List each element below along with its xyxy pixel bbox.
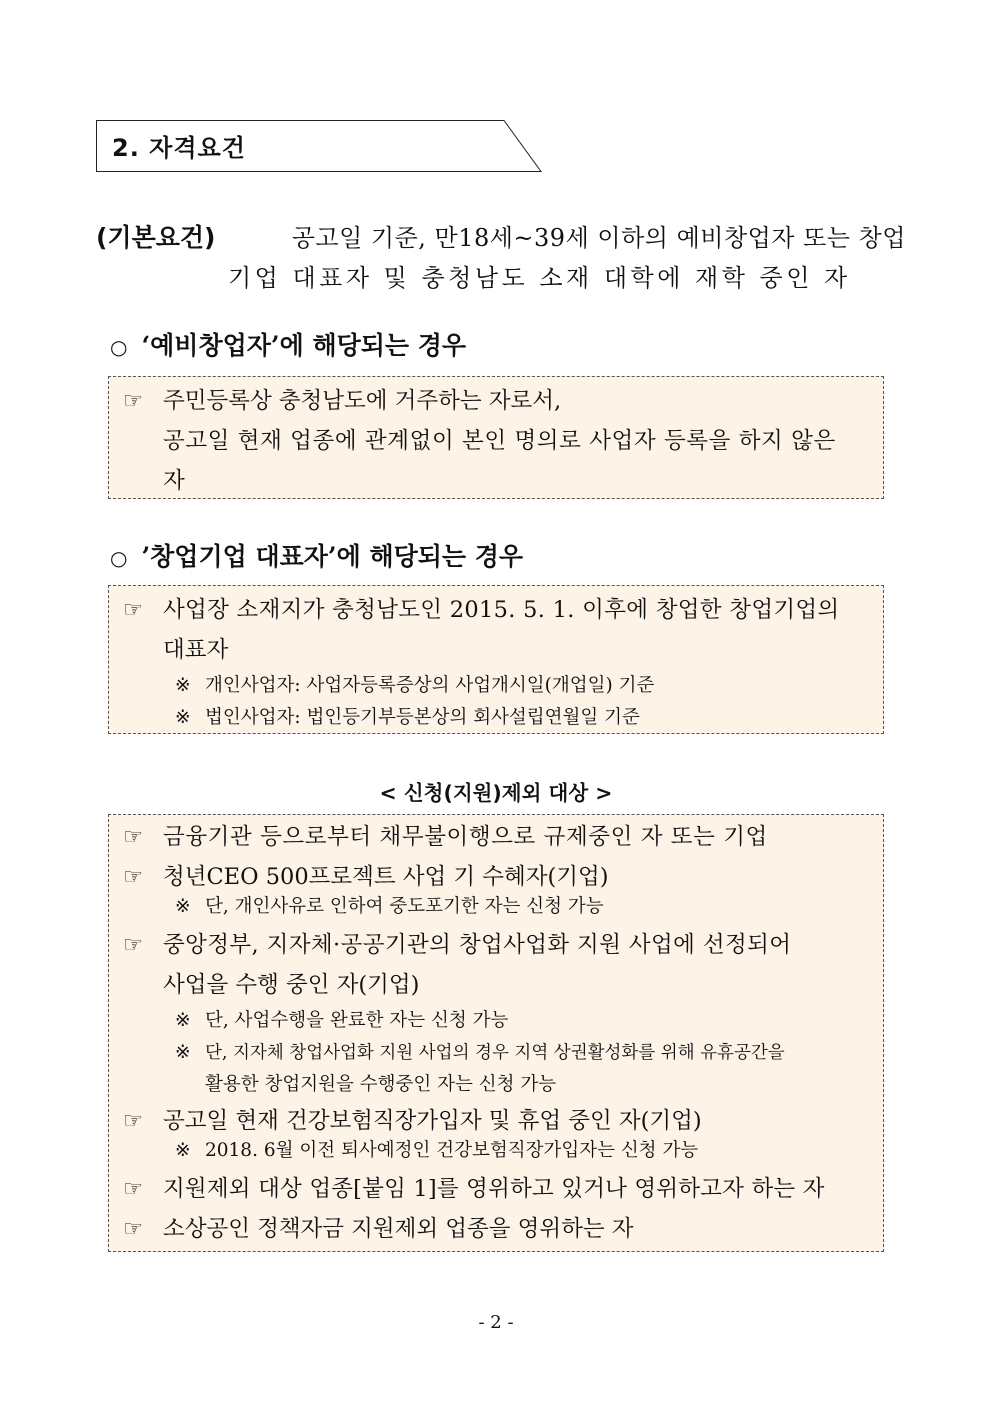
exclusion-item3-note2-line1: 단, 지자체 창업사업화 지원 사업의 경우 지역 상권활성화를 위해 유휴공간을 [205, 1043, 785, 1063]
note-mark-icon: ※ [175, 1042, 191, 1063]
pointing-hand-icon: ☞ [123, 1108, 144, 1134]
ceo-heading-text: ’창업기업 대표자’에 해당되는 경우 [141, 542, 524, 571]
exclusion-item3-note1: 단, 사업수행을 완료한 자는 신청 가능 [205, 1010, 509, 1031]
prestartup-heading-text: ‘예비창업자’에 해당되는 경우 [141, 331, 467, 360]
note-mark-icon: ※ [175, 1140, 191, 1161]
exclusion-item2-note: 단, 개인사유로 인하여 중도포기한 자는 신청 가능 [205, 896, 604, 917]
exclusion-item4-note: 2018. 6월 이전 퇴사예정인 건강보험직장가입자는 신청 가능 [205, 1140, 699, 1161]
note-mark-icon: ※ [175, 1010, 191, 1031]
exclusion-item6: 소상공인 정책자금 지원제외 업종을 영위하는 자 [163, 1216, 634, 1242]
pointing-hand-icon: ☞ [123, 1176, 144, 1202]
basic-requirement-line1: 공고일 기준, 만18세~39세 이하의 예비창업자 또는 창업 [291, 224, 906, 252]
exclusion-item3-line1: 중앙정부, 지자체·공공기관의 창업사업화 지원 사업에 선정되어 [163, 932, 792, 958]
ceo-note2: 법인사업자: 법인등기부등본상의 회사설립연월일 기준 [205, 707, 640, 728]
prestartup-line2: 공고일 현재 업종에 관계없이 본인 명의로 사업자 등록을 하지 않은 [163, 428, 836, 454]
section-title: 2. 자격요건 [112, 134, 246, 162]
note-mark-icon: ※ [175, 707, 191, 728]
basic-requirement-line2: 기업 대표자 및 충청남도 소재 대학에 재학 중인 자 [228, 264, 851, 292]
exclusion-title: < 신청(지원)제외 대상 > [379, 781, 613, 805]
ceo-line1: 사업장 소재지가 충청남도인 2015. 5. 1. 이후에 창업한 창업기업의 [163, 597, 840, 623]
basic-requirement [96, 218, 906, 298]
exclusion-item1: 금융기관 등으로부터 채무불이행으로 규제중인 자 또는 기업 [163, 824, 768, 850]
exclusion-item5: 지원제외 대상 업종[붙임 1]를 영위하고 있거나 영위하고자 하는 자 [163, 1176, 825, 1202]
bullet-circle-icon: ○ [110, 546, 128, 570]
pointing-hand-icon: ☞ [123, 1216, 144, 1242]
prestartup-box [108, 376, 884, 499]
prestartup-line3: 자 [163, 468, 185, 494]
pointing-hand-icon: ☞ [123, 932, 144, 958]
prestartup-line1: 주민등록상 충청남도에 거주하는 자로서, [163, 388, 562, 414]
pointing-hand-icon: ☞ [123, 388, 144, 414]
prestartup-heading [110, 326, 466, 362]
section-header [96, 120, 542, 172]
exclusion-box [108, 814, 884, 1252]
pointing-hand-icon: ☞ [123, 824, 144, 850]
note-mark-icon: ※ [175, 675, 191, 696]
ceo-line2: 대표자 [163, 637, 229, 663]
exclusion-item3-note2-line2: 활용한 창업지원을 수행중인 자는 신청 가능 [205, 1074, 557, 1095]
bullet-circle-icon: ○ [110, 335, 128, 359]
basic-requirement-label: (기본요건) [96, 223, 216, 252]
ceo-note1: 개인사업자: 사업자등록증상의 사업개시일(개업일) 기준 [205, 675, 655, 696]
page-number: - 2 - [478, 1312, 514, 1333]
ceo-heading [110, 537, 523, 573]
pointing-hand-icon: ☞ [123, 864, 144, 890]
ceo-box [108, 585, 884, 734]
exclusion-item4: 공고일 현재 건강보험직장가입자 및 휴업 중인 자(기업) [163, 1108, 702, 1134]
note-mark-icon: ※ [175, 896, 191, 917]
pointing-hand-icon: ☞ [123, 597, 144, 623]
exclusion-item3-line2: 사업을 수행 중인 자(기업) [163, 972, 420, 998]
exclusion-item2: 청년CEO 500프로젝트 사업 기 수혜자(기업) [163, 864, 609, 890]
